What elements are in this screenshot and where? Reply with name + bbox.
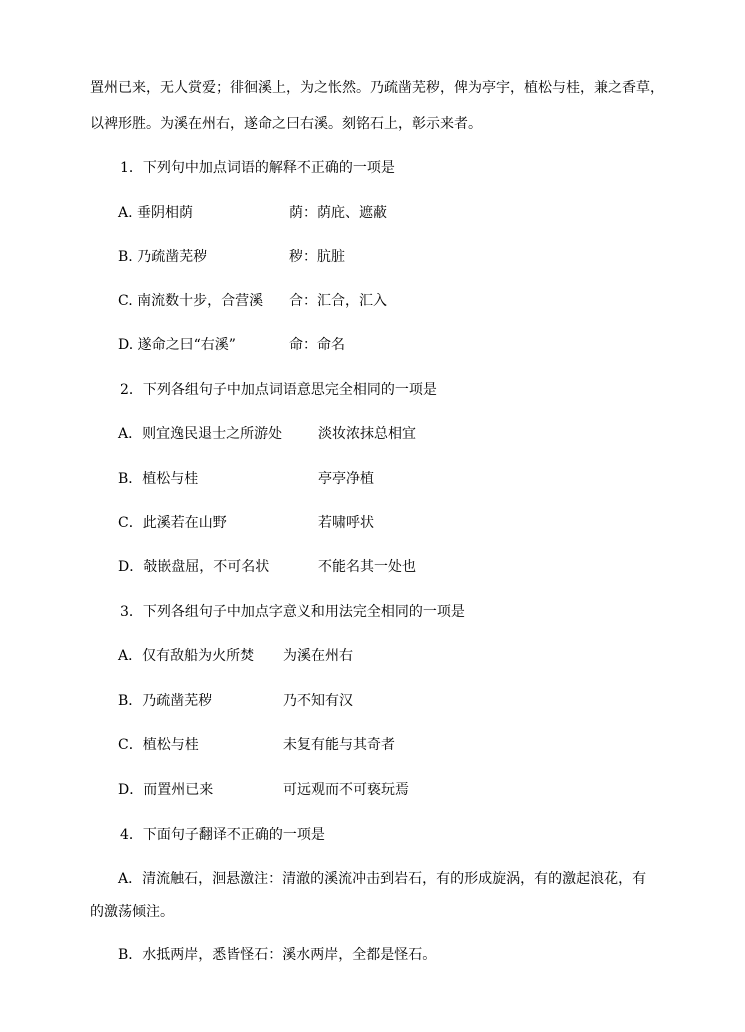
q2-option-a-right: 淡妆浓抹总相宜: [318, 426, 416, 442]
q1-option-c-right: 合：汇合，汇入: [289, 293, 387, 309]
q1-option-a-right: 荫：荫庇、遮蔽: [289, 205, 387, 221]
q1-option-b-right: 秽：肮脏: [289, 249, 345, 265]
q2-option-c-right: 若啸呼状: [318, 515, 374, 531]
intro-line-1: 置州已来，无人赏爱；徘徊溪上，为之怅然。乃疏凿芜秽，俾为亭宇，植松与桂，兼之香草，: [90, 80, 664, 96]
q1-option-d-left: D. 遂命之曰“右溪”: [118, 337, 236, 353]
q3-option-c-left: C．植松与桂: [118, 737, 199, 753]
q1-option-b-left: B. 乃疏凿芜秽: [118, 249, 208, 265]
q2-option-d-left: D．攲嵌盘屈，不可名状: [118, 559, 270, 575]
question-1-stem: 1．下列句中加点词语的解释不正确的一项是: [120, 160, 395, 176]
q2-option-a-left: A．则宜逸民退士之所游处: [118, 426, 283, 442]
q3-option-b-right: 乃不知有汉: [283, 693, 353, 709]
q4-option-b: B．水抵两岸，悉皆怪石：溪水两岸，全都是怪石。: [118, 947, 437, 963]
q3-option-a-right: 为溪在州右: [283, 648, 353, 664]
q2-option-c-left: C．此溪若在山野: [118, 515, 227, 531]
q4-option-a-line-2: 的激荡倾注。: [90, 904, 174, 920]
q3-option-d-right: 可远观而不可亵玩焉: [283, 782, 409, 798]
intro-line-2: 以裨形胜。为溪在州右，遂命之曰右溪。刻铭石上，彰示来者。: [90, 116, 482, 132]
question-4-stem: 4．下面句子翻译不正确的一项是: [120, 827, 325, 843]
q3-option-d-left: D．而置州已来: [118, 782, 214, 798]
q2-option-d-right: 不能名其一处也: [318, 559, 416, 575]
q3-option-c-right: 未复有能与其奇者: [283, 737, 395, 753]
q1-option-c-left: C. 南流数十步，合营溪: [118, 293, 264, 309]
q2-option-b-right: 亭亭净植: [318, 471, 374, 487]
q4-option-a-line-1: A．清流触石，洄悬激注：清澈的溪流冲击到岩石，有的形成旋涡，有的激起浪花，有: [118, 871, 647, 887]
q1-option-a-left: A. 垂阴相荫: [118, 205, 194, 221]
question-2-stem: 2．下列各组句子中加点词语意思完全相同的一项是: [120, 382, 437, 398]
q1-option-d-right: 命：命名: [289, 337, 345, 353]
q2-option-b-left: B．植松与桂: [118, 471, 199, 487]
q3-option-b-left: B．乃疏凿芜秽: [118, 693, 213, 709]
q3-option-a-left: A．仅有敌船为火所焚: [118, 648, 255, 664]
question-3-stem: 3．下列各组句子中加点字意义和用法完全相同的一项是: [120, 604, 465, 620]
